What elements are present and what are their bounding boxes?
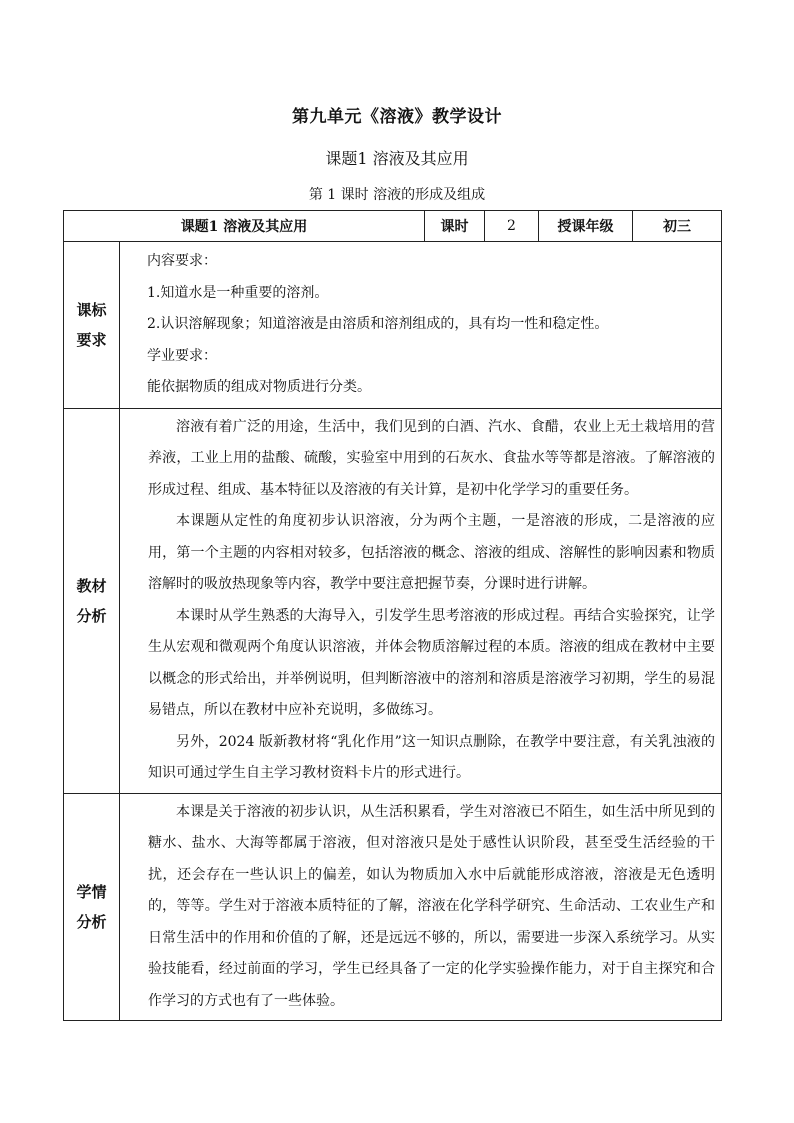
textbook-paragraph: 本课时从学生熟悉的大海导入，引发学生思考溶液的形成过程。再结合实验探究，让学生从宏观和微观两个角度认识溶液，并体会物质溶解过程的本质。溶液的组成在教材中主要以概念的形式给出，并举例说明，但判断溶液中的溶剂和溶质是溶液学习初期，学生的易混易错点，所以在教材中应补充说明，多做练习。	[148, 607, 715, 718]
textbook-paragraph: 本课题从定性的角度初步认识溶液，分为两个主题，一是溶液的形成，二是溶液的应用，第一个主题的内容相对较多，包括溶液的概念、溶液的组成、溶解性的影响因素和物质溶解时的吸放热现象等内容，教学中要注意把握节奏，分课时进行讲解。	[148, 513, 715, 592]
students-row	[64, 793, 722, 1021]
standards-label-line2: 要求	[76, 330, 107, 349]
standards-content	[120, 242, 722, 409]
textbook-row	[64, 408, 722, 793]
document-subtitle: 课题1 溶液及其应用	[325, 149, 469, 168]
students-label-line1: 学情	[76, 882, 107, 901]
grade-label: 授课年级	[539, 211, 633, 242]
document-title: 第九单元《溶液》教学设计	[292, 107, 502, 127]
standards-line: 1.知道水是一种重要的溶剂。	[147, 284, 329, 301]
textbook-label-line2: 分析	[76, 606, 107, 625]
topic-cell: 课题1 溶液及其应用	[64, 211, 425, 242]
standards-line: 2.认识溶解现象；知道溶液是由溶质和溶剂组成的，具有均一性和稳定性。	[147, 316, 609, 332]
lesson-plan-table	[63, 210, 722, 1021]
textbook-content	[120, 408, 722, 793]
hours-label: 课时	[425, 211, 485, 242]
students-content	[120, 793, 722, 1021]
lesson-heading: 第 1 课时 溶液的形成及组成	[308, 187, 486, 203]
standards-line: 能依据物质的组成对物质进行分类。	[147, 379, 371, 395]
table-header-row	[64, 211, 722, 242]
textbook-label-line1: 教材	[76, 576, 107, 595]
students-label-line2: 分析	[76, 912, 107, 931]
standards-line: 学业要求：	[147, 347, 217, 364]
students-paragraph: 本课是关于溶液的初步认识，从生活积累看，学生对溶液已不陌生，如生活中所见到的糖水、盐水、大海等都属于溶液，但对溶液只是处于感性认识阶段，甚至受生活经验的干扰，还会存在一些认识上的偏差，如认为物质加入水中后就能形成溶液，溶液是无色透明的，等等。学生对于溶液本质特征的了解，溶液在化学科学研究、生命活动、工农业生产和日常生活中的作用和价值的了解，还是远远不够的，所以，需要进一步深入系统学习。从实验技能看，经过前面的学习，学生已经具备了一定的化学实验操作能力，对于自主探究和合作学习的方式也有了一些体验。	[148, 803, 715, 1009]
standards-line: 内容要求：	[147, 253, 217, 269]
standards-row	[64, 242, 722, 409]
textbook-paragraph: 溶液有着广泛的用途，生活中，我们见到的白酒、汽水、食醋，农业上无土栽培用的营养液，工业上用的盐酸、硫酸，实验室中用到的石灰水、食盐水等等都是溶液。了解溶液的形成过程、组成、基本特征以及溶液的有关计算，是初中化学学习的重要任务。	[148, 418, 715, 498]
students-label	[64, 793, 120, 1021]
standards-label-line1: 课标	[76, 300, 107, 319]
standards-label	[64, 242, 120, 409]
textbook-paragraph: 另外，2024 版新教材将“乳化作用”这一知识点删除，在教学中要注意，有关乳浊液的知识可通过学生自主学习教材资料卡片的形式进行。	[148, 733, 715, 781]
grade-value: 初三	[633, 211, 722, 242]
hours-value: 2	[485, 211, 539, 242]
textbook-label	[64, 408, 120, 793]
